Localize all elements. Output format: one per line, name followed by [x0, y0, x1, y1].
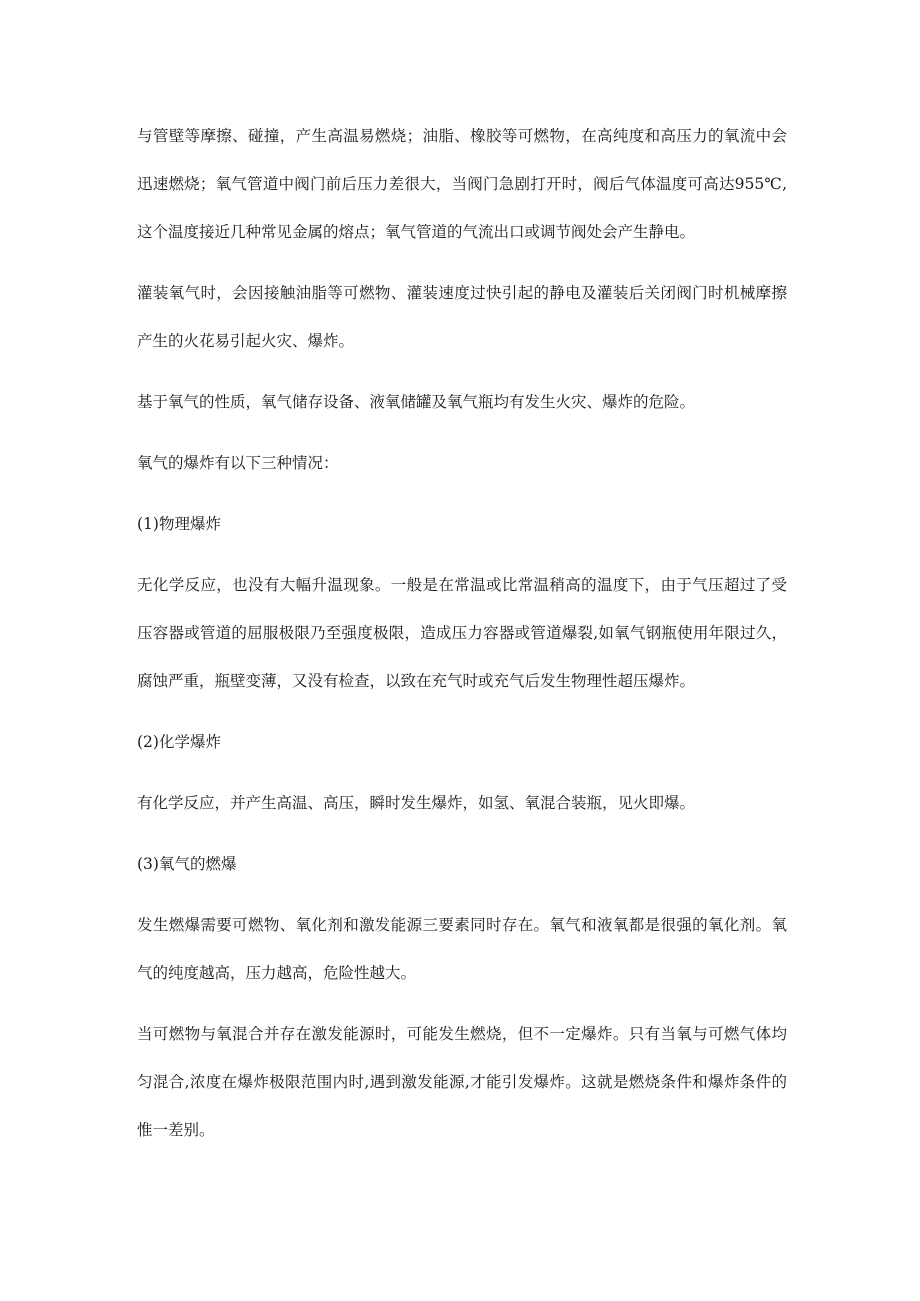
heading-chemical-explosion: (2)化学爆炸: [137, 733, 221, 751]
paragraph-combustion-vs-explosion: 当可燃物与氧混合并存在激发能源时，可能发生燃烧，但不一定爆炸。只有当氧与可燃气体均匀混合,浓度在爆炸极限范围内时,遇到激发能源,才能引发爆炸。这就是燃烧条件和爆炸条件的惟一差别。: [137, 1025, 787, 1139]
paragraph-oxygen-filling: 灌装氧气时，会因接触油脂等可燃物、灌装速度过快引起的静电及灌装后关闭阀门时机械摩擦产生的火花易引起火灾、爆炸。: [137, 284, 787, 350]
heading-physical-explosion: (1)物理爆炸: [137, 515, 221, 533]
paragraph-oxygen-pipeline: 与管壁等摩擦、碰撞，产生高温易燃烧；油脂、橡胶等可燃物，在高纯度和高压力的氧流中会迅速燃烧；氧气管道中阀门前后压力差很大，当阀门急剧打开时，阀后气体温度可高达955℃,这个温度接近几种常见金属的熔点；氧气管道的气流出口或调节阀处会产生静电。: [137, 127, 787, 241]
paragraph-oxygen-hazard: 基于氧气的性质，氧气储存设备、液氧储罐及氧气瓶均有发生火灾、爆炸的危险。: [137, 393, 696, 411]
paragraph-chemical-explosion: 有化学反应，并产生高温、高压，瞬时发生爆炸，如氢、氧混合装瓶，见火即爆。: [137, 794, 696, 812]
paragraph-deflagration-elements: 发生燃爆需要可燃物、氧化剂和激发能源三要素同时存在。氧气和液氧都是很强的氧化剂。氧气的纯度越高，压力越高，危险性越大。: [137, 916, 787, 982]
heading-oxygen-deflagration: (3)氧气的燃爆: [137, 855, 237, 873]
paragraph-explosion-intro: 氧气的爆炸有以下三种情况：: [137, 454, 339, 472]
document-body: [137, 112, 787, 1167]
paragraph-physical-explosion: 无化学反应，也没有大幅升温现象。一般是在常温或比常温稍高的温度下，由于气压超过了受压容器或管道的屈服极限乃至强度极限，造成压力容器或管道爆裂,如氧气钢瓶使用年限过久，腐蚀严重，瓶壁变薄，又没有检查，以致在充气时或充气后发生物理性超压爆炸。: [137, 576, 787, 690]
